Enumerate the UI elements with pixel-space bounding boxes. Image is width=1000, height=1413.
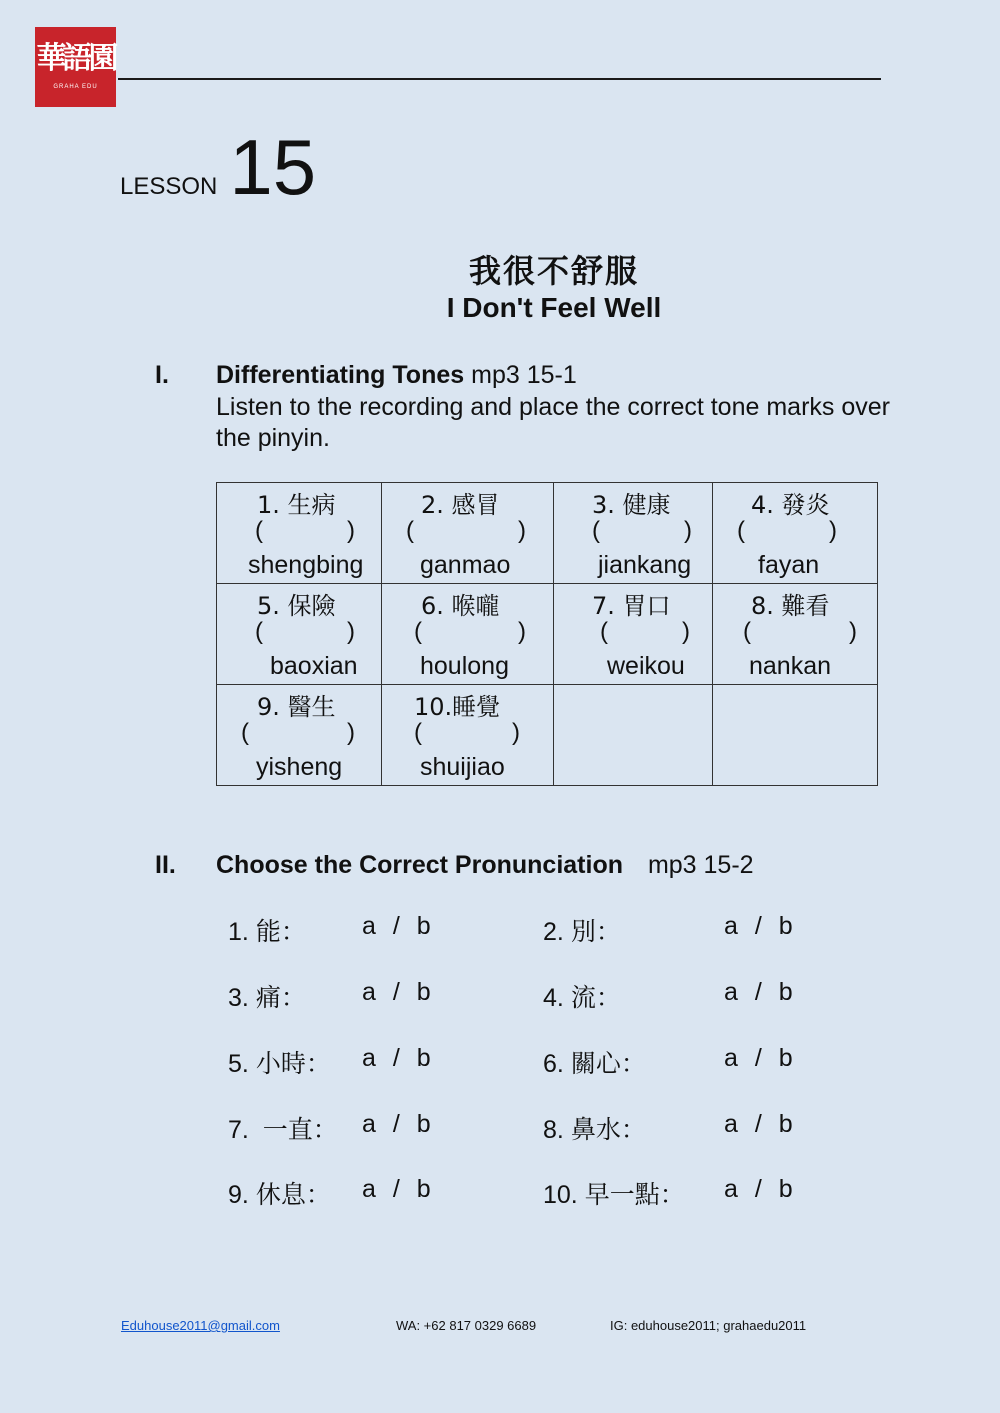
item-pinyin: fayan (758, 551, 820, 579)
item-number: 6. (421, 592, 444, 620)
item-number: 3. (228, 984, 249, 1012)
item-word: 一直： (262, 1115, 338, 1144)
item-number: 10. (414, 693, 453, 721)
paren-close: ) (518, 517, 526, 544)
logo (35, 27, 116, 107)
paren-open: ( (414, 618, 422, 645)
answer-options: a / b (724, 1044, 793, 1072)
pronunciation-item (543, 1110, 646, 1146)
section1-heading (216, 361, 577, 390)
empty-cell (554, 685, 713, 786)
section2-heading (216, 851, 754, 880)
item-number: 7. (592, 592, 615, 620)
paren-open: ( (255, 517, 263, 544)
answer-options: a / b (724, 1175, 793, 1203)
item-pinyin: nankan (749, 652, 832, 680)
paren-open: ( (600, 618, 608, 645)
paren-open: ( (414, 719, 422, 746)
item-pinyin: shengbing (248, 551, 364, 579)
pronunciation-item (543, 1044, 646, 1080)
paren-open: ( (737, 517, 745, 544)
item-word: 痛： (255, 983, 306, 1012)
answer-options: a / b (362, 1110, 431, 1138)
pronunciation-item (228, 978, 306, 1014)
tone-cell (554, 584, 713, 685)
paren-close: ) (347, 618, 355, 645)
paren-close: ) (684, 517, 692, 544)
paren-open: ( (406, 517, 414, 544)
item-pinyin: shuijiao (420, 753, 505, 781)
tone-cell (217, 685, 382, 786)
section2-audio: mp3 15-2 (647, 851, 754, 879)
tone-cell (713, 483, 878, 584)
pronunciation-item (543, 912, 621, 948)
item-number: 10. (543, 1181, 578, 1209)
item-word: 關心： (570, 1049, 646, 1078)
paren-close: ) (518, 618, 526, 645)
item-word: 能： (255, 917, 306, 946)
answer-options: a / b (724, 1110, 793, 1138)
paren-close: ) (829, 517, 837, 544)
section2-numeral: II. (155, 851, 176, 879)
item-hanzi: 睡覺 (452, 693, 501, 721)
item-number: 2. (421, 491, 444, 519)
logo-mark: 華語園 (36, 41, 115, 76)
section1-numeral: I. (155, 361, 169, 389)
section2-title: Choose the Correct Pronunciation (216, 851, 623, 879)
section1-title: Differentiating Tones (216, 361, 465, 389)
item-pinyin: yisheng (256, 753, 343, 781)
tone-cell (554, 483, 713, 584)
item-hanzi: 醫生 (287, 693, 336, 721)
item-number: 2. (543, 918, 564, 946)
item-number: 1. (257, 491, 280, 519)
paren-open: ( (255, 618, 263, 645)
english-title: I Don't Feel Well (446, 292, 662, 323)
pronunciation-item (228, 912, 306, 948)
answer-options: a / b (362, 978, 431, 1006)
item-pinyin: ganmao (420, 551, 511, 579)
item-word: 別： (570, 917, 621, 946)
item-hanzi: 感冒 (451, 491, 500, 519)
item-number: 8. (751, 592, 774, 620)
paren-close: ) (347, 719, 355, 746)
item-hanzi: 生病 (287, 491, 336, 519)
item-hanzi: 健康 (622, 491, 671, 519)
item-pinyin: baoxian (270, 652, 358, 680)
pronunciation-item (543, 1175, 685, 1211)
answer-options: a / b (724, 978, 793, 1006)
footer-instagram: IG: eduhouse2011; grahaedu2011 (610, 1318, 807, 1333)
section1-audio: mp3 15-1 (471, 361, 577, 389)
lesson-heading (120, 123, 317, 211)
pronunciation-item (228, 1110, 338, 1146)
item-word: 流： (570, 983, 621, 1012)
paren-close: ) (682, 618, 690, 645)
item-word: 鼻水： (570, 1115, 646, 1144)
item-hanzi: 保險 (287, 592, 336, 620)
tone-cell (382, 483, 554, 584)
item-number: 3. (592, 491, 615, 519)
item-hanzi: 發炎 (781, 491, 830, 519)
item-word: 小時： (255, 1049, 331, 1078)
lesson-number: 15 (229, 123, 317, 211)
item-pinyin: jiankang (598, 551, 692, 579)
paren-open: ( (743, 618, 751, 645)
logo-text: GRAHA EDU (53, 84, 98, 90)
tone-cell (217, 584, 382, 685)
answer-options: a / b (362, 912, 431, 940)
tone-cell (382, 584, 554, 685)
item-number: 8. (543, 1116, 564, 1144)
tones-table (216, 482, 878, 786)
tone-cell (713, 584, 878, 685)
paren-close: ) (347, 517, 355, 544)
paren-close: ) (512, 719, 520, 746)
item-hanzi: 胃口 (622, 592, 671, 620)
footer-whatsapp: WA: +62 817 0329 6689 (396, 1318, 537, 1333)
answer-options: a / b (362, 1175, 431, 1203)
item-number: 1. (228, 918, 249, 946)
pronunciation-item (228, 1175, 331, 1211)
paren-open: ( (592, 517, 600, 544)
section1-instructions: Listen to the recording and place the correct tone marks over the pinyin. (216, 393, 890, 452)
item-pinyin: weikou (607, 652, 685, 680)
answer-options: a / b (362, 1044, 431, 1072)
item-hanzi: 喉嚨 (451, 592, 500, 620)
item-word: 休息： (255, 1180, 331, 1209)
pronunciation-item (228, 1044, 331, 1080)
item-number: 4. (543, 984, 564, 1012)
empty-cell (713, 685, 878, 786)
tone-cell (382, 685, 554, 786)
item-number: 5. (228, 1050, 249, 1078)
tone-cell (217, 483, 382, 584)
item-pinyin: houlong (420, 652, 509, 680)
chinese-title: 我很不舒服 (468, 252, 639, 290)
lesson-label: LESSON (120, 173, 218, 200)
item-number: 6. (543, 1050, 564, 1078)
item-number: 4. (751, 491, 774, 519)
answer-options: a / b (724, 912, 793, 940)
item-number: 9. (228, 1181, 249, 1209)
paren-open: ( (241, 719, 249, 746)
footer-email-link[interactable]: Eduhouse2011@gmail.com (121, 1318, 280, 1333)
item-number: 7. (228, 1116, 249, 1144)
item-hanzi: 難看 (781, 592, 830, 620)
pronunciation-item (543, 978, 621, 1014)
paren-close: ) (849, 618, 857, 645)
item-word: 早一點： (584, 1180, 685, 1209)
item-number: 5. (257, 592, 280, 620)
header-rule (118, 78, 881, 80)
item-number: 9. (257, 693, 280, 721)
